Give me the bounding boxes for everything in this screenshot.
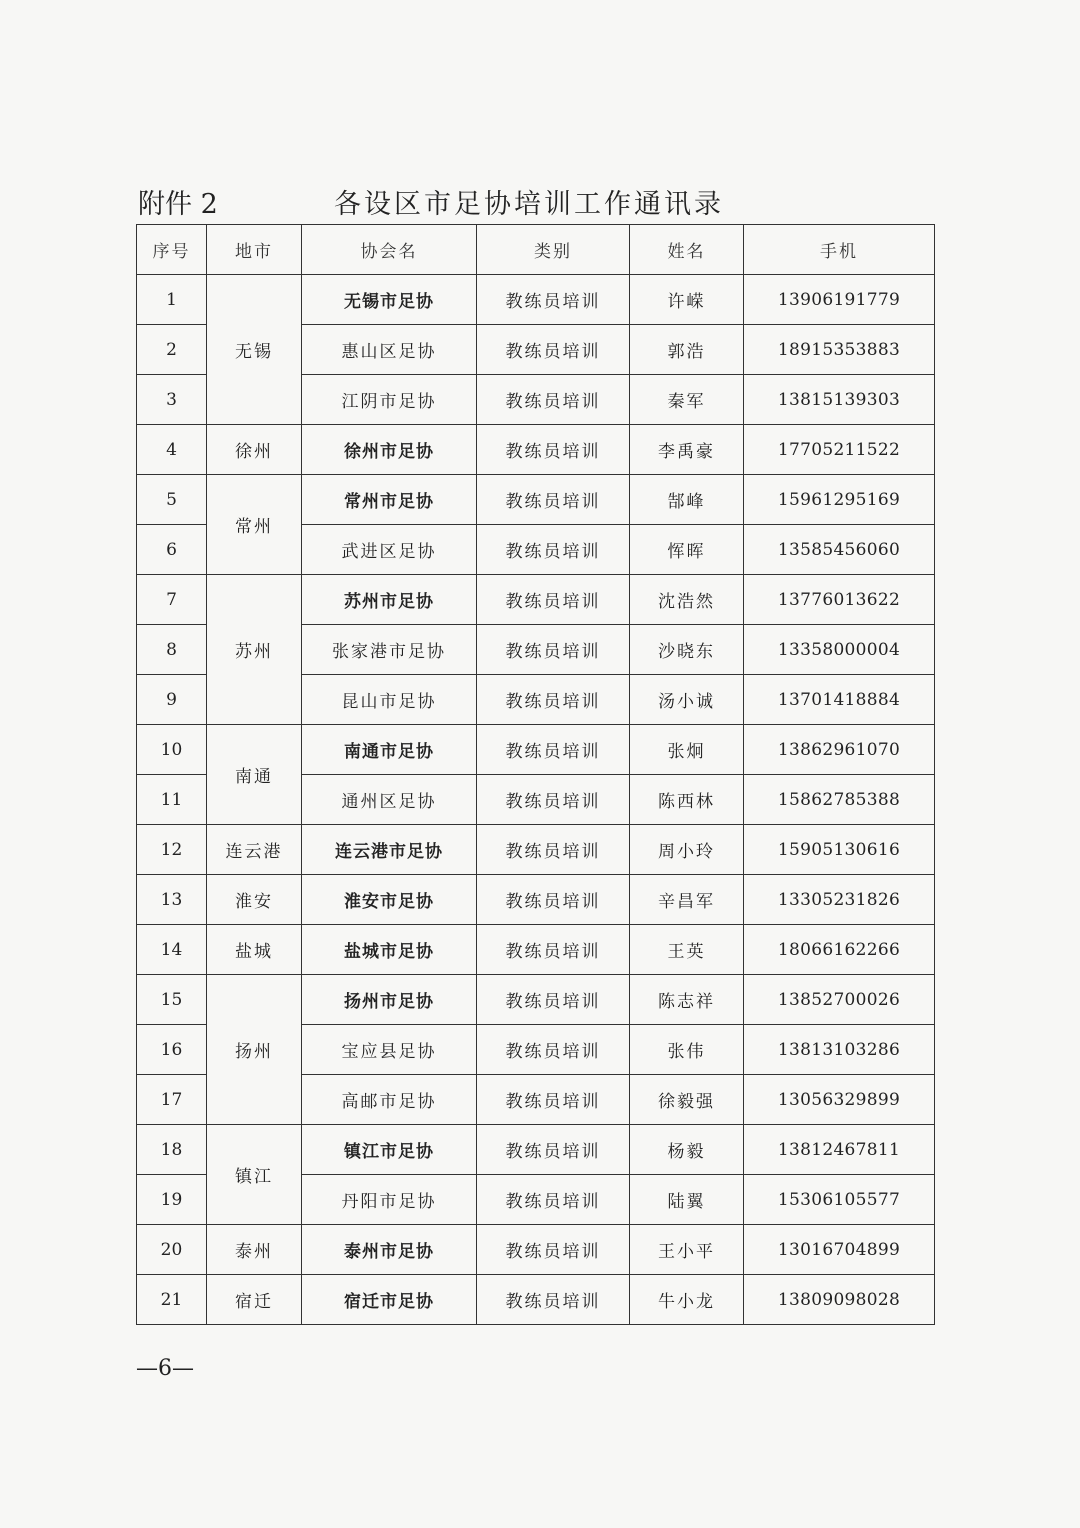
- category-cell: 教练员培训: [477, 825, 630, 875]
- contact-name: 郭浩: [630, 325, 744, 375]
- phone-number: 13862961070: [744, 725, 935, 775]
- contact-name: 陈西林: [630, 775, 744, 825]
- phone-number: 13305231826: [744, 875, 935, 925]
- contact-name: 沙晓东: [630, 625, 744, 675]
- association-name: 镇江市足协: [302, 1125, 477, 1175]
- table-row: [137, 1125, 935, 1175]
- contact-name: 张伟: [630, 1025, 744, 1075]
- contact-name: 王小平: [630, 1225, 744, 1275]
- association-name: 张家港市足协: [302, 625, 477, 675]
- association-name: 无锡市足协: [302, 275, 477, 325]
- contacts-table-body: [137, 275, 935, 1325]
- category-cell: 教练员培训: [477, 1275, 630, 1325]
- row-index: 14: [137, 925, 207, 975]
- category-cell: 教练员培训: [477, 375, 630, 425]
- table-header-row: [137, 225, 935, 275]
- category-cell: 教练员培训: [477, 1075, 630, 1125]
- row-index: 4: [137, 425, 207, 475]
- association-name: 苏州市足协: [302, 575, 477, 625]
- table-row: [137, 275, 935, 325]
- row-index: 9: [137, 675, 207, 725]
- row-index: 15: [137, 975, 207, 1025]
- association-name: 徐州市足协: [302, 425, 477, 475]
- association-name: 宝应县足协: [302, 1025, 477, 1075]
- category-cell: 教练员培训: [477, 975, 630, 1025]
- row-index: 7: [137, 575, 207, 625]
- category-cell: 教练员培训: [477, 875, 630, 925]
- row-index: 1: [137, 275, 207, 325]
- row-index: 16: [137, 1025, 207, 1075]
- city-cell: 苏州: [207, 575, 302, 725]
- contacts-table: [136, 224, 935, 1325]
- city-cell: 泰州: [207, 1225, 302, 1275]
- document-title: 各设区市足协培训工作通讯录: [334, 189, 724, 220]
- table-row: [137, 1225, 935, 1275]
- row-index: 19: [137, 1175, 207, 1225]
- contact-name: 徐毅强: [630, 1075, 744, 1125]
- association-name: 宿迁市足协: [302, 1275, 477, 1325]
- phone-number: 15905130616: [744, 825, 935, 875]
- city-cell: 盐城: [207, 925, 302, 975]
- category-cell: 教练员培训: [477, 1125, 630, 1175]
- contact-name: 汤小诚: [630, 675, 744, 725]
- association-name: 淮安市足协: [302, 875, 477, 925]
- contact-name: 周小玲: [630, 825, 744, 875]
- category-cell: 教练员培训: [477, 275, 630, 325]
- city-cell: 南通: [207, 725, 302, 825]
- column-header-name: 姓名: [630, 225, 744, 275]
- contact-name: 陈志祥: [630, 975, 744, 1025]
- city-cell: 淮安: [207, 875, 302, 925]
- page-header: [138, 186, 934, 224]
- table-row: [137, 825, 935, 875]
- row-index: 21: [137, 1275, 207, 1325]
- association-name: 南通市足协: [302, 725, 477, 775]
- association-name: 通州区足协: [302, 775, 477, 825]
- table-row: [137, 425, 935, 475]
- association-name: 泰州市足协: [302, 1225, 477, 1275]
- page-number: —6—: [136, 1356, 194, 1381]
- phone-number: 18066162266: [744, 925, 935, 975]
- association-name: 昆山市足协: [302, 675, 477, 725]
- association-name: 惠山区足协: [302, 325, 477, 375]
- category-cell: 教练员培训: [477, 675, 630, 725]
- contact-name: 沈浩然: [630, 575, 744, 625]
- contact-name: 牛小龙: [630, 1275, 744, 1325]
- table-row: [137, 725, 935, 775]
- column-header-index: 序号: [137, 225, 207, 275]
- phone-number: 13358000004: [744, 625, 935, 675]
- association-name: 盐城市足协: [302, 925, 477, 975]
- category-cell: 教练员培训: [477, 425, 630, 475]
- contact-name: 郜峰: [630, 475, 744, 525]
- row-index: 13: [137, 875, 207, 925]
- column-header-category: 类别: [477, 225, 630, 275]
- row-index: 6: [137, 525, 207, 575]
- category-cell: 教练员培训: [477, 575, 630, 625]
- phone-number: 13809098028: [744, 1275, 935, 1325]
- row-index: 12: [137, 825, 207, 875]
- association-name: 扬州市足协: [302, 975, 477, 1025]
- row-index: 8: [137, 625, 207, 675]
- city-cell: 连云港: [207, 825, 302, 875]
- category-cell: 教练员培训: [477, 1025, 630, 1075]
- contact-name: 陆翼: [630, 1175, 744, 1225]
- category-cell: 教练员培训: [477, 475, 630, 525]
- phone-number: 13813103286: [744, 1025, 935, 1075]
- row-index: 10: [137, 725, 207, 775]
- row-index: 11: [137, 775, 207, 825]
- table-row: [137, 1275, 935, 1325]
- column-header-association: 协会名: [302, 225, 477, 275]
- phone-number: 15961295169: [744, 475, 935, 525]
- association-name: 连云港市足协: [302, 825, 477, 875]
- contact-name: 王英: [630, 925, 744, 975]
- table-row: [137, 575, 935, 625]
- contact-name: 李禹豪: [630, 425, 744, 475]
- row-index: 5: [137, 475, 207, 525]
- table-row: [137, 875, 935, 925]
- attachment-label: 附件 2: [138, 189, 218, 220]
- phone-number: 13016704899: [744, 1225, 935, 1275]
- row-index: 18: [137, 1125, 207, 1175]
- category-cell: 教练员培训: [477, 925, 630, 975]
- phone-number: 15862785388: [744, 775, 935, 825]
- association-name: 武进区足协: [302, 525, 477, 575]
- column-header-phone: 手机: [744, 225, 935, 275]
- association-name: 江阴市足协: [302, 375, 477, 425]
- row-index: 2: [137, 325, 207, 375]
- category-cell: 教练员培训: [477, 1225, 630, 1275]
- row-index: 20: [137, 1225, 207, 1275]
- phone-number: 15306105577: [744, 1175, 935, 1225]
- row-index: 17: [137, 1075, 207, 1125]
- category-cell: 教练员培训: [477, 1175, 630, 1225]
- table-row: [137, 925, 935, 975]
- phone-number: 17705211522: [744, 425, 935, 475]
- table-row: [137, 975, 935, 1025]
- table-row: [137, 475, 935, 525]
- city-cell: 常州: [207, 475, 302, 575]
- phone-number: 13852700026: [744, 975, 935, 1025]
- column-header-city: 地市: [207, 225, 302, 275]
- contact-name: 辛昌军: [630, 875, 744, 925]
- city-cell: 无锡: [207, 275, 302, 425]
- phone-number: 13776013622: [744, 575, 935, 625]
- association-name: 常州市足协: [302, 475, 477, 525]
- contact-name: 张炯: [630, 725, 744, 775]
- contact-name: 秦军: [630, 375, 744, 425]
- city-cell: 扬州: [207, 975, 302, 1125]
- contact-name: 恽晖: [630, 525, 744, 575]
- phone-number: 13815139303: [744, 375, 935, 425]
- association-name: 高邮市足协: [302, 1075, 477, 1125]
- row-index: 3: [137, 375, 207, 425]
- city-cell: 宿迁: [207, 1275, 302, 1325]
- category-cell: 教练员培训: [477, 775, 630, 825]
- category-cell: 教练员培训: [477, 625, 630, 675]
- contact-name: 许嵘: [630, 275, 744, 325]
- phone-number: 13585456060: [744, 525, 935, 575]
- association-name: 丹阳市足协: [302, 1175, 477, 1225]
- category-cell: 教练员培训: [477, 725, 630, 775]
- category-cell: 教练员培训: [477, 525, 630, 575]
- phone-number: 18915353883: [744, 325, 935, 375]
- city-cell: 徐州: [207, 425, 302, 475]
- phone-number: 13812467811: [744, 1125, 935, 1175]
- phone-number: 13056329899: [744, 1075, 935, 1125]
- phone-number: 13701418884: [744, 675, 935, 725]
- city-cell: 镇江: [207, 1125, 302, 1225]
- contact-name: 杨毅: [630, 1125, 744, 1175]
- phone-number: 13906191779: [744, 275, 935, 325]
- category-cell: 教练员培训: [477, 325, 630, 375]
